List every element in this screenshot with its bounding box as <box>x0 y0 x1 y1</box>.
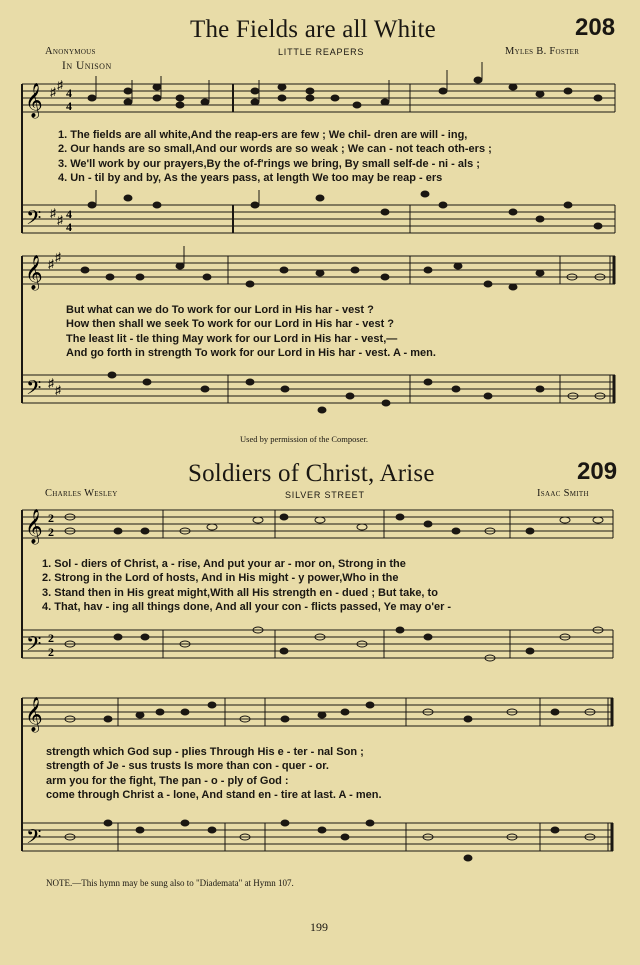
hymn-209-verses-2 <box>46 745 382 802</box>
hymn-208-title: The Fields are all White <box>190 16 436 43</box>
svg-text:2: 2 <box>48 631 54 645</box>
hymn-209-verse-4-line-1: 4. That, hav - ing all things done, And all your con - flicts passed, Ye may o'er - <box>42 600 452 613</box>
svg-text:𝄞: 𝄞 <box>25 83 43 118</box>
hymn-208-author: Anonymous <box>45 46 96 57</box>
hymn-209-title: Soldiers of Christ, Arise <box>188 460 435 487</box>
hymn-209-composer: Isaac Smith <box>537 488 589 499</box>
svg-text:2: 2 <box>48 645 54 659</box>
hymn-208-verse-1-line-2: But what can we do To work for our Lord in His har - vest ? <box>66 304 374 316</box>
page-number: 199 <box>310 920 328 934</box>
hymn-209-verse-4-line-2: come through Christ a - lone, And stand en - tire at last. A - men. <box>46 788 382 801</box>
hymn-208-verse-4-line-1: 4. Un - til by and by, As the years pass, at length We too may be reap - ers <box>58 171 443 184</box>
hymn-209-verse-1-line-2: strength which God sup - plies Through His e - ter - nal Son ; <box>46 746 364 758</box>
svg-text:♯: ♯ <box>57 213 63 227</box>
hymn-208-permission: Used by permission of the Composer. <box>240 434 368 444</box>
hymn-208-verses-2 <box>66 303 436 360</box>
hymn-209-author: Charles Wesley <box>45 488 118 499</box>
svg-text:𝄞: 𝄞 <box>25 255 43 290</box>
svg-text:♯: ♯ <box>57 78 63 92</box>
svg-text:𝄞: 𝄞 <box>25 509 43 544</box>
hymn-209-tune: SILVER STREET <box>285 490 365 500</box>
svg-text:♯: ♯ <box>55 250 61 264</box>
hymn-208-verses-1 <box>58 128 492 185</box>
hymn-208-verse-1-line-1: 1. The fields are all white,And the reap-ers are few ; We chil- dren are will - ing, <box>58 129 468 141</box>
hymn-208-verse-2-line-1: 2. Our hands are so small,And our words are so weak ; We can - not teach oth-ers ; <box>58 143 492 156</box>
svg-text:♯: ♯ <box>48 376 54 390</box>
svg-text:4: 4 <box>66 99 72 113</box>
hymn-209-verse-1-line-1: 1. Sol - diers of Christ, a - rise, And put your ar - mor on, Strong in the <box>42 558 406 570</box>
hymn-209-verse-2-line-2: strength of Je - sus trusts Is more than con - quer - or. <box>46 760 329 773</box>
hymn-208-tune: LITTLE REAPERS <box>278 47 365 57</box>
svg-text:2: 2 <box>48 525 54 539</box>
svg-text:♯: ♯ <box>48 257 54 271</box>
svg-text:4: 4 <box>66 86 72 100</box>
svg-text:♯: ♯ <box>50 85 56 99</box>
svg-text:2: 2 <box>48 511 54 525</box>
hymn-208-verse-3-line-1: 3. We'll work by our prayers,By the of-f'rings we bring, By small self-de - ni - als ; <box>58 157 480 170</box>
hymn-208-verse-4-line-2: And go forth in strength To work for our Lord in His har - vest. A - men. <box>66 346 436 359</box>
hymn-209-verse-3-line-2: arm you for the fight, The pan - o - ply of God : <box>46 774 289 787</box>
svg-text:𝄞: 𝄞 <box>25 697 43 732</box>
hymn-208-composer: Myles B. Foster <box>505 46 580 57</box>
hymn-209-verses-1 <box>42 557 451 614</box>
svg-text:♯: ♯ <box>50 206 56 220</box>
hymn-209-verse-3-line-1: 3. Stand then in His great might,With all His strength en - dued ; But take, to <box>42 586 438 599</box>
hymn-208-score-system-1 <box>0 0 640 250</box>
hymn-208-direction: In Unison <box>62 60 112 72</box>
hymn-209-verse-2-line-1: 2. Strong in the Lord of hosts, And in His might - y power,Who in the <box>42 572 399 585</box>
hymn-208-verse-3-line-2: The least lit - tle thing May work for our Lord in His har - vest,— <box>66 332 398 345</box>
svg-text:♯: ♯ <box>55 383 61 397</box>
svg-text:4: 4 <box>66 207 72 221</box>
hymn-208-verse-2-line-2: How then shall we seek To work for our Lord in His har - vest ? <box>66 318 395 331</box>
hymn-208-number: 208 <box>575 14 616 41</box>
svg-text:𝄢: 𝄢 <box>26 206 42 234</box>
hymn-209-note: NOTE.—This hymn may be sung also to "Diademata" at Hymn 107. <box>46 878 294 888</box>
svg-text:𝄢: 𝄢 <box>26 376 42 404</box>
svg-text:𝄢: 𝄢 <box>26 825 42 853</box>
svg-text:𝄢: 𝄢 <box>26 632 42 660</box>
hymn-209-number: 209 <box>577 458 618 485</box>
svg-text:4: 4 <box>66 220 72 234</box>
